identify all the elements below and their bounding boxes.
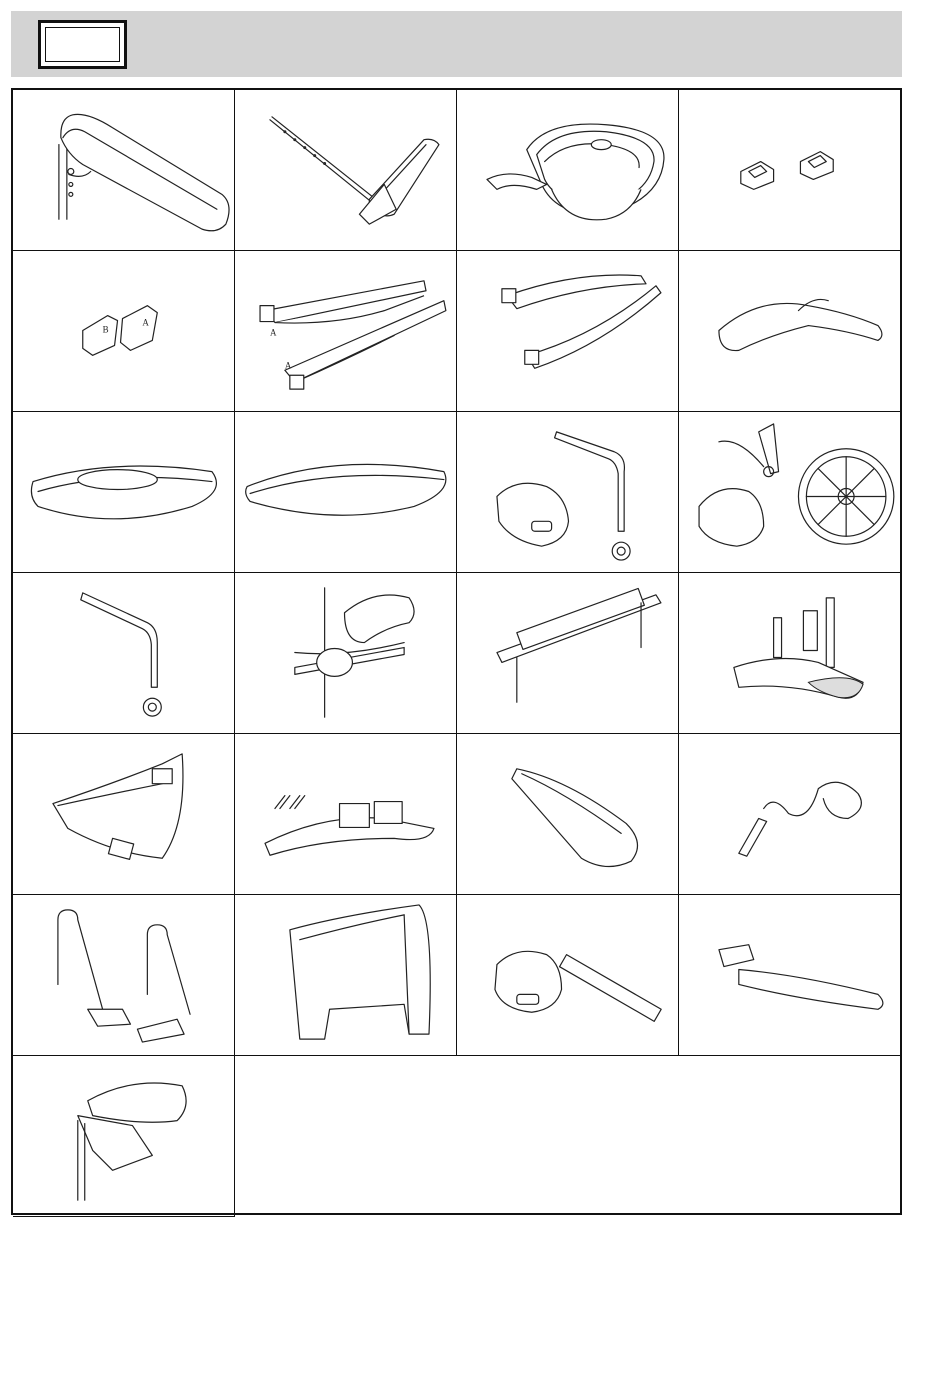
part-calf-support-illustration [457, 734, 679, 895]
part-back-cushion-illustration [235, 895, 457, 1056]
parts-grid [11, 88, 902, 1215]
part-headrest-clamp-illustration [235, 573, 457, 734]
part-commode-seat-illustration [13, 412, 235, 573]
header-box [38, 20, 127, 69]
part-chest-belt-illustration [13, 734, 235, 895]
part-brackets-ba-illustration [13, 251, 235, 412]
part-seat-frame-b-illustration [457, 251, 679, 412]
part-hand-grip-illustration [679, 251, 901, 412]
part-lock-pin-illustration [679, 734, 901, 895]
part-armrest-swing-illustration [679, 895, 901, 1056]
part-seat-frame-a-illustration [235, 251, 457, 412]
part-clips-illustration [679, 90, 901, 251]
empty-area [235, 1056, 901, 1215]
label-b: B [102, 324, 109, 335]
part-solid-seat-illustration [235, 412, 457, 573]
part-commode-pan-illustration [457, 90, 679, 251]
part-footrest-swing-illustration [235, 90, 457, 251]
part-brake-wheel-set-illustration [679, 412, 901, 573]
label-a-top: A [269, 327, 277, 338]
header-band [11, 11, 902, 77]
part-wheel-bracket-arm-illustration [457, 412, 679, 573]
part-leg-rests-illustration [13, 895, 235, 1056]
part-armrest-pad-illustration [13, 90, 235, 251]
part-bracket-tube-illustration [457, 895, 679, 1056]
part-castor-arm-illustration [13, 573, 235, 734]
part-lap-belt-illustration [235, 734, 457, 895]
label-a-bottom: A [284, 360, 292, 371]
part-bolts-strap-illustration [679, 573, 901, 734]
part-push-bar-illustration [457, 573, 679, 734]
part-footplate-elevating-illustration [13, 1056, 235, 1217]
label-a: A [142, 317, 149, 328]
